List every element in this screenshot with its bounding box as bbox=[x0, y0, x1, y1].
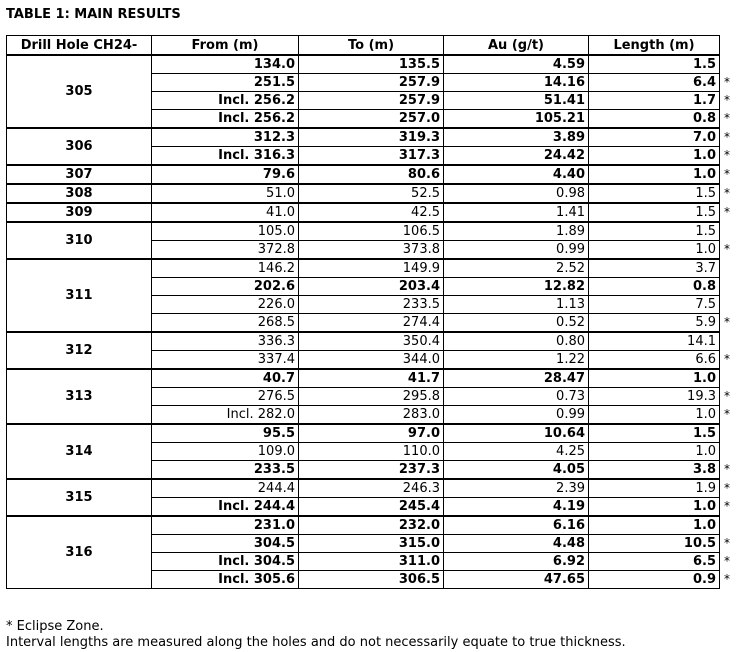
length-cell: 1.0 bbox=[589, 147, 720, 166]
au-cell: 1.13 bbox=[444, 296, 589, 314]
length-cell: 1.5 bbox=[589, 55, 720, 74]
au-cell: 1.41 bbox=[444, 203, 589, 222]
eclipse-zone-marker bbox=[720, 259, 735, 278]
from-cell: 312.3 bbox=[152, 128, 299, 147]
from-cell: 233.5 bbox=[152, 461, 299, 480]
au-cell: 0.98 bbox=[444, 184, 589, 203]
table-row bbox=[7, 332, 735, 351]
from-cell: Incl. 305.6 bbox=[152, 571, 299, 589]
to-cell: 257.0 bbox=[299, 110, 444, 129]
results-table bbox=[6, 35, 735, 589]
eclipse-zone-marker: * bbox=[724, 167, 730, 181]
eclipse-zone-marker bbox=[720, 443, 735, 461]
length-cell: 14.1 bbox=[589, 332, 720, 351]
to-cell: 246.3 bbox=[299, 479, 444, 498]
to-cell: 80.6 bbox=[299, 165, 444, 184]
length-cell: 5.9 bbox=[589, 314, 720, 333]
to-cell: 344.0 bbox=[299, 351, 444, 370]
from-cell: Incl. 282.0 bbox=[152, 406, 299, 425]
eclipse-zone-marker: * bbox=[724, 111, 730, 126]
length-cell: 6.5 bbox=[589, 553, 720, 571]
footnote-interval-lengths: Interval lengths are measured along the holes and do not necessarily equate to true thickness. bbox=[6, 635, 626, 650]
au-cell: 4.19 bbox=[444, 498, 589, 517]
from-cell: 51.0 bbox=[152, 184, 299, 203]
to-cell: 315.0 bbox=[299, 535, 444, 553]
header-spacer bbox=[720, 36, 735, 56]
col-header-drill-hole: Drill Hole CH24- bbox=[7, 36, 152, 56]
length-cell: 1.0 bbox=[589, 498, 720, 517]
from-cell: 79.6 bbox=[152, 165, 299, 184]
length-cell: 1.0 bbox=[589, 241, 720, 260]
length-cell: 19.3 bbox=[589, 388, 720, 406]
au-cell: 6.92 bbox=[444, 553, 589, 571]
length-cell: 6.6 bbox=[589, 351, 720, 370]
length-cell: 10.5 bbox=[589, 535, 720, 553]
au-cell: 51.41 bbox=[444, 92, 589, 110]
au-cell: 0.73 bbox=[444, 388, 589, 406]
from-cell: Incl. 304.5 bbox=[152, 553, 299, 571]
to-cell: 257.9 bbox=[299, 74, 444, 92]
length-cell: 3.8 bbox=[589, 461, 720, 480]
from-cell: 134.0 bbox=[152, 55, 299, 74]
to-cell: 149.9 bbox=[299, 259, 444, 278]
drill-hole-cell: 305 bbox=[7, 55, 152, 128]
from-cell: Incl. 316.3 bbox=[152, 147, 299, 166]
drill-hole-cell: 309 bbox=[7, 203, 152, 222]
to-cell: 283.0 bbox=[299, 406, 444, 425]
drill-hole-cell: 311 bbox=[7, 259, 152, 332]
au-cell: 14.16 bbox=[444, 74, 589, 92]
to-cell: 203.4 bbox=[299, 278, 444, 296]
length-cell: 7.0 bbox=[589, 128, 720, 147]
length-cell: 1.5 bbox=[589, 222, 720, 241]
to-cell: 135.5 bbox=[299, 55, 444, 74]
drill-hole-cell: 310 bbox=[7, 222, 152, 259]
from-cell: 244.4 bbox=[152, 479, 299, 498]
length-cell: 1.0 bbox=[589, 369, 720, 388]
to-cell: 97.0 bbox=[299, 424, 444, 443]
au-cell: 4.05 bbox=[444, 461, 589, 480]
length-cell: 1.9 bbox=[589, 479, 720, 498]
length-cell: 1.0 bbox=[589, 516, 720, 535]
length-cell: 1.0 bbox=[589, 406, 720, 425]
length-cell: 1.5 bbox=[589, 203, 720, 222]
table-row bbox=[7, 516, 735, 535]
au-cell: 3.89 bbox=[444, 128, 589, 147]
col-header-length: Length (m) bbox=[589, 36, 720, 56]
table-row bbox=[7, 184, 735, 203]
eclipse-zone-marker: * bbox=[724, 186, 730, 200]
table-row bbox=[7, 259, 735, 278]
table-row bbox=[7, 369, 735, 388]
from-cell: 276.5 bbox=[152, 388, 299, 406]
eclipse-zone-marker: * bbox=[724, 352, 730, 367]
header-row bbox=[7, 36, 735, 56]
eclipse-zone-marker: * bbox=[724, 315, 730, 330]
au-cell: 4.59 bbox=[444, 55, 589, 74]
to-cell: 311.0 bbox=[299, 553, 444, 571]
to-cell: 232.0 bbox=[299, 516, 444, 535]
drill-hole-cell: 314 bbox=[7, 424, 152, 479]
table-row bbox=[7, 165, 735, 184]
length-cell: 1.5 bbox=[589, 424, 720, 443]
eclipse-zone-marker: * bbox=[724, 93, 730, 107]
col-header-au: Au (g/t) bbox=[444, 36, 589, 56]
to-cell: 350.4 bbox=[299, 332, 444, 351]
drill-hole-cell: 306 bbox=[7, 128, 152, 165]
au-cell: 4.25 bbox=[444, 443, 589, 461]
au-cell: 2.39 bbox=[444, 479, 589, 498]
eclipse-zone-marker bbox=[720, 222, 735, 241]
from-cell: Incl. 256.2 bbox=[152, 92, 299, 110]
page-title: TABLE 1: MAIN RESULTS bbox=[6, 7, 181, 22]
to-cell: 373.8 bbox=[299, 241, 444, 260]
eclipse-zone-marker: * bbox=[724, 462, 730, 477]
from-cell: 336.3 bbox=[152, 332, 299, 351]
from-cell: 337.4 bbox=[152, 351, 299, 370]
au-cell: 47.65 bbox=[444, 571, 589, 589]
drill-hole-cell: 316 bbox=[7, 516, 152, 589]
col-header-to: To (m) bbox=[299, 36, 444, 56]
au-cell: 0.52 bbox=[444, 314, 589, 333]
from-cell: 304.5 bbox=[152, 535, 299, 553]
eclipse-zone-marker: * bbox=[724, 242, 730, 257]
to-cell: 306.5 bbox=[299, 571, 444, 589]
to-cell: 245.4 bbox=[299, 498, 444, 517]
au-cell: 0.99 bbox=[444, 406, 589, 425]
from-cell: 226.0 bbox=[152, 296, 299, 314]
from-cell: 231.0 bbox=[152, 516, 299, 535]
to-cell: 237.3 bbox=[299, 461, 444, 480]
eclipse-zone-marker: * bbox=[724, 389, 730, 403]
eclipse-zone-marker bbox=[720, 296, 735, 314]
au-cell: 0.99 bbox=[444, 241, 589, 260]
from-cell: 268.5 bbox=[152, 314, 299, 333]
col-header-from: From (m) bbox=[152, 36, 299, 56]
from-cell: Incl. 256.2 bbox=[152, 110, 299, 129]
drill-hole-cell: 313 bbox=[7, 369, 152, 424]
footnotes bbox=[6, 619, 626, 651]
from-cell: 41.0 bbox=[152, 203, 299, 222]
table-row bbox=[7, 203, 735, 222]
to-cell: 52.5 bbox=[299, 184, 444, 203]
drill-hole-cell: 307 bbox=[7, 165, 152, 184]
eclipse-zone-marker: * bbox=[724, 554, 730, 568]
au-cell: 10.64 bbox=[444, 424, 589, 443]
length-cell: 6.4 bbox=[589, 74, 720, 92]
au-cell: 6.16 bbox=[444, 516, 589, 535]
to-cell: 317.3 bbox=[299, 147, 444, 166]
length-cell: 0.8 bbox=[589, 110, 720, 129]
eclipse-zone-marker bbox=[720, 55, 735, 74]
eclipse-zone-marker bbox=[720, 424, 735, 443]
from-cell: 202.6 bbox=[152, 278, 299, 296]
eclipse-zone-marker bbox=[720, 278, 735, 296]
au-cell: 105.21 bbox=[444, 110, 589, 129]
to-cell: 106.5 bbox=[299, 222, 444, 241]
drill-hole-cell: 312 bbox=[7, 332, 152, 369]
au-cell: 24.42 bbox=[444, 147, 589, 166]
length-cell: 3.7 bbox=[589, 259, 720, 278]
eclipse-zone-marker bbox=[720, 369, 735, 388]
au-cell: 1.22 bbox=[444, 351, 589, 370]
to-cell: 233.5 bbox=[299, 296, 444, 314]
eclipse-zone-marker: * bbox=[724, 407, 730, 422]
table-row bbox=[7, 424, 735, 443]
to-cell: 41.7 bbox=[299, 369, 444, 388]
eclipse-zone-marker: * bbox=[724, 572, 730, 586]
from-cell: Incl. 244.4 bbox=[152, 498, 299, 517]
au-cell: 4.40 bbox=[444, 165, 589, 184]
to-cell: 110.0 bbox=[299, 443, 444, 461]
from-cell: 95.5 bbox=[152, 424, 299, 443]
footnote-eclipse-zone: * Eclipse Zone. bbox=[6, 619, 104, 634]
length-cell: 0.8 bbox=[589, 278, 720, 296]
table-row bbox=[7, 128, 735, 147]
drill-hole-cell: 315 bbox=[7, 479, 152, 516]
au-cell: 2.52 bbox=[444, 259, 589, 278]
length-cell: 1.5 bbox=[589, 184, 720, 203]
length-cell: 1.7 bbox=[589, 92, 720, 110]
from-cell: 105.0 bbox=[152, 222, 299, 241]
to-cell: 319.3 bbox=[299, 128, 444, 147]
table-row bbox=[7, 479, 735, 498]
from-cell: 146.2 bbox=[152, 259, 299, 278]
eclipse-zone-marker: * bbox=[724, 129, 730, 144]
length-cell: 7.5 bbox=[589, 296, 720, 314]
eclipse-zone-marker: * bbox=[724, 499, 730, 514]
from-cell: 251.5 bbox=[152, 74, 299, 92]
drill-hole-cell: 308 bbox=[7, 184, 152, 203]
length-cell: 1.0 bbox=[589, 443, 720, 461]
eclipse-zone-marker bbox=[720, 516, 735, 535]
au-cell: 4.48 bbox=[444, 535, 589, 553]
table-row bbox=[7, 222, 735, 241]
au-cell: 12.82 bbox=[444, 278, 589, 296]
results-body bbox=[7, 55, 735, 589]
au-cell: 0.80 bbox=[444, 332, 589, 351]
from-cell: 40.7 bbox=[152, 369, 299, 388]
au-cell: 28.47 bbox=[444, 369, 589, 388]
eclipse-zone-marker: * bbox=[724, 536, 730, 550]
eclipse-zone-marker: * bbox=[724, 148, 730, 163]
eclipse-zone-marker: * bbox=[724, 75, 730, 89]
to-cell: 42.5 bbox=[299, 203, 444, 222]
to-cell: 295.8 bbox=[299, 388, 444, 406]
eclipse-zone-marker: * bbox=[724, 480, 730, 495]
eclipse-zone-marker: * bbox=[724, 205, 730, 219]
to-cell: 274.4 bbox=[299, 314, 444, 333]
au-cell: 1.89 bbox=[444, 222, 589, 241]
length-cell: 1.0 bbox=[589, 165, 720, 184]
eclipse-zone-marker bbox=[720, 332, 735, 351]
from-cell: 372.8 bbox=[152, 241, 299, 260]
table-row bbox=[7, 55, 735, 74]
from-cell: 109.0 bbox=[152, 443, 299, 461]
to-cell: 257.9 bbox=[299, 92, 444, 110]
length-cell: 0.9 bbox=[589, 571, 720, 589]
